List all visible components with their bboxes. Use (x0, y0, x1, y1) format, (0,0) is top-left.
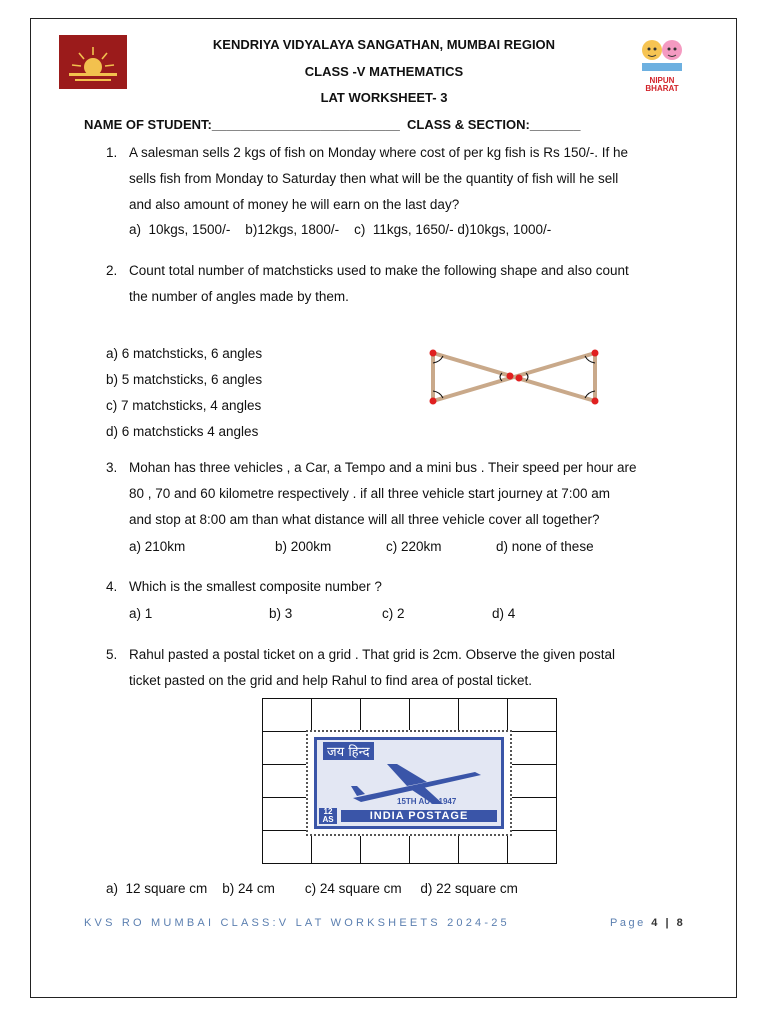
q3-option-c: c) 220km (386, 539, 442, 554)
q1-number: 1. (106, 145, 118, 160)
q3-option-d: d) none of these (496, 539, 594, 554)
q2-option-a: a) 6 matchsticks, 6 angles (106, 346, 263, 361)
footer-text: KVS RO MUMBAI CLASS:V LAT WORKSHEETS 2024-25 (84, 917, 510, 929)
class-title: CLASS -V MATHEMATICS (304, 64, 464, 79)
q2-options (106, 341, 262, 445)
q1-options: a) 10kgs, 1500/- b)12kgs, 1800/- c) 11kgs, 1650/- d)10kgs, 1000/- (129, 222, 552, 237)
q3-option-a: a) 210km (129, 539, 186, 554)
q2-option-b: b) 5 matchsticks, 6 angles (106, 372, 263, 387)
matchstick-figure (425, 345, 605, 409)
q4-option-b: b) 3 (269, 606, 293, 621)
q2-option-d: d) 6 matchsticks 4 angles (106, 424, 259, 439)
worksheet-title: LAT WORKSHEET- 3 (320, 90, 448, 105)
q2-option-c: c) 7 matchsticks, 4 angles (106, 398, 262, 413)
postal-stamp (306, 730, 512, 836)
q3-text: Mohan has three vehicles , a Car, a Tempo and a mini bus . Their speed per hour are 80 , 70 and 60 kilometre respectively . if all three vehicle start journey at 7:00 am and stop at 8:00 am than what distance will all three vehicle cover all together? (129, 460, 637, 527)
stamp-value: 12 AS (319, 808, 337, 824)
stamp-bottom-text: INDIA POSTAGE (341, 810, 497, 822)
student-details-line: NAME OF STUDENT:__________________________ CLASS & SECTION:_______ (84, 117, 581, 132)
q4-text: Which is the smallest composite number ? (129, 579, 382, 594)
q4-option-c: c) 2 (382, 606, 405, 621)
q3-number: 3. (106, 460, 118, 475)
q4-option-a: a) 1 (129, 606, 153, 621)
q2-number: 2. (106, 263, 118, 278)
page-indicator: Page 4 | 8 (610, 917, 686, 929)
q4-option-d: d) 4 (492, 606, 516, 621)
stamp-date: 15TH AUG 1947 (397, 797, 457, 806)
q2-text: Count total number of matchsticks used to make the following shape and also count the number of angles made by them. (129, 263, 629, 304)
q5-options: a) 12 square cm b) 24 cm c) 24 square cm d) 22 square cm (106, 881, 518, 896)
org-title: KENDRIYA VIDYALAYA SANGATHAN, MUMBAI REGION (212, 37, 556, 52)
nipun-bharat-text: NIPUN BHARAT (645, 76, 679, 93)
stamp-top-text: जय हिन्द (323, 742, 374, 760)
q5-number: 5. (106, 647, 118, 662)
q4-number: 4. (106, 579, 118, 594)
q3-option-b: b) 200km (275, 539, 332, 554)
q5-text: Rahul pasted a postal ticket on a grid . That grid is 2cm. Observe the given postal ticket pasted on the grid and help Rahul to find area of postal ticket. (129, 647, 616, 688)
q1-text: A salesman sells 2 kgs of fish on Monday where cost of per kg fish is Rs 150/-. If he sells fish from Monday to Saturday then what will be the quantity of fish will he sell and also amount of money he will earn on the last day? (129, 145, 628, 212)
